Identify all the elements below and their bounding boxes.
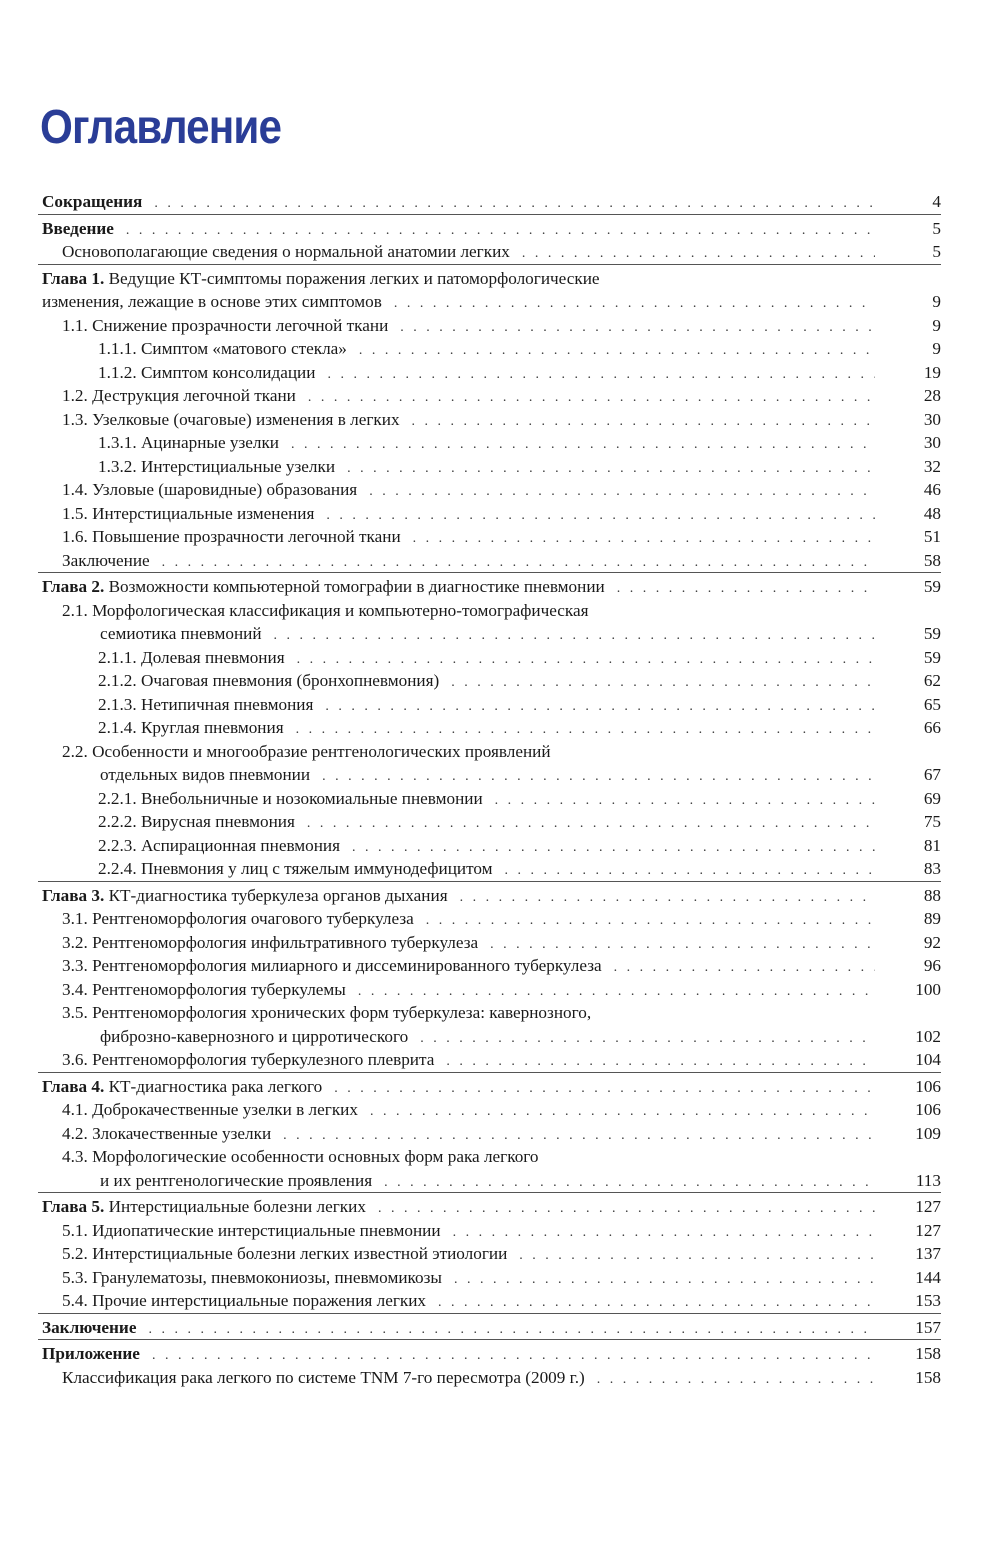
toc-entry[interactable] xyxy=(38,646,941,670)
toc-entry[interactable] xyxy=(38,1289,941,1313)
toc-entry-title: 1.3. Узелковые (очаговые) изменения в легких xyxy=(62,409,400,429)
leader-dots xyxy=(378,1197,875,1221)
toc-entry-title: Введение xyxy=(42,218,114,238)
leader-dots xyxy=(152,1344,875,1368)
leader-dots xyxy=(154,192,875,216)
toc-entry-title: 1.1.1. Симптом «матового стекла» xyxy=(98,339,347,358)
chapter-label: Глава 5. xyxy=(42,1197,105,1216)
chapter-title: КТ-диагностика туберкулеза органов дыхания xyxy=(108,885,448,905)
section-title-line2: и их рентгенологические проявления xyxy=(100,1170,373,1190)
toc-entry-page: 28 xyxy=(923,386,941,405)
toc-entry-page: 65 xyxy=(923,694,941,714)
leader-dots xyxy=(307,812,875,836)
toc-entry[interactable] xyxy=(38,834,941,858)
toc-entry-title: 5.1. Идиопатические интерстициальные пневмонии xyxy=(62,1220,441,1240)
toc-entry-title: 2.2.3. Аспирационная пневмония xyxy=(98,835,341,855)
leader-dots xyxy=(358,980,875,1004)
toc-entry[interactable] xyxy=(38,502,941,526)
toc-entry[interactable] xyxy=(38,907,941,931)
table-of-contents xyxy=(0,188,1000,1389)
chapter-title-line2: изменения, лежащие в основе этих симптомов xyxy=(42,292,382,311)
toc-entry-page: 144 xyxy=(915,1267,941,1287)
toc-entry-title: 5.2. Интерстициальные болезни легких известной этиологии xyxy=(62,1244,508,1263)
toc-entry-page: 157 xyxy=(915,1317,941,1337)
toc-block-conclusion xyxy=(38,1313,941,1340)
section-heading-line[interactable] xyxy=(38,1001,941,1025)
toc-entry-page: 88 xyxy=(923,885,941,905)
toc-entry[interactable] xyxy=(38,575,941,599)
section-title-line1: 2.2. Особенности и многообразие рентгенологических проявлений xyxy=(62,741,551,761)
toc-entry-title: 1.3.2. Интерстициальные узелки xyxy=(98,456,336,476)
toc-entry[interactable] xyxy=(38,314,941,338)
leader-dots xyxy=(384,1171,875,1195)
toc-entry-page: 100 xyxy=(915,979,941,999)
leader-dots xyxy=(495,789,875,813)
toc-entry-page: 58 xyxy=(923,550,941,570)
leader-dots xyxy=(274,624,875,648)
toc-entry-title: 3.6. Рентгеноморфология туберкулезного плеврита xyxy=(62,1050,435,1069)
toc-entry-title: Сокращения xyxy=(42,192,143,211)
section-title-line2: фиброзно-кавернозного и цирротического xyxy=(100,1026,409,1046)
toc-entry-page: 109 xyxy=(915,1123,941,1143)
leader-dots xyxy=(451,671,875,695)
toc-entry-title: 2.1.1. Долевая пневмония xyxy=(98,647,285,667)
section-heading-line[interactable] xyxy=(38,1145,941,1169)
toc-entry[interactable] xyxy=(38,884,941,908)
leader-dots xyxy=(148,1318,875,1342)
toc-entry-page: 4 xyxy=(932,192,941,211)
toc-entry-page: 30 xyxy=(923,433,941,452)
toc-entry-title: 2.1.4. Круглая пневмония xyxy=(98,718,284,737)
chapter-label: Глава 1. xyxy=(42,268,105,288)
toc-entry[interactable] xyxy=(38,787,941,811)
toc-entry-title: 1.4. Узловые (шаровидные) образования xyxy=(62,480,358,499)
leader-dots xyxy=(460,886,875,910)
toc-block-chapter-1 xyxy=(38,264,941,573)
toc-block-chapter-2 xyxy=(38,572,941,881)
leader-dots xyxy=(126,219,875,243)
leader-dots xyxy=(283,1124,875,1148)
toc-entry-page: 9 xyxy=(932,315,941,335)
section-title-line2: отдельных видов пневмонии xyxy=(100,765,311,784)
section-title-line2: семиотика пневмоний xyxy=(100,624,262,643)
toc-entry-page: 158 xyxy=(915,1344,941,1363)
section-heading-line[interactable] xyxy=(38,599,941,623)
toc-entry-title: 5.4. Прочие интерстициальные поражения легких xyxy=(62,1291,427,1310)
toc-entry-title: 2.1.2. Очаговая пневмония (бронхопневмония) xyxy=(98,671,440,690)
toc-entry-page: 51 xyxy=(923,527,941,546)
toc-entry-title: 1.6. Повышение прозрачности легочной ткани xyxy=(62,527,401,546)
toc-entry-page: 127 xyxy=(915,1197,941,1216)
toc-entry-page: 75 xyxy=(923,812,941,831)
leader-dots xyxy=(308,386,875,410)
toc-entry[interactable] xyxy=(38,525,941,549)
toc-entry-page: 158 xyxy=(915,1367,941,1387)
toc-entry-page: 102 xyxy=(915,1026,941,1046)
toc-entry-title: 3.4. Рентгеноморфология туберкулемы xyxy=(62,979,346,999)
toc-entry-title: 2.1.3. Нетипичная пневмония xyxy=(98,694,314,714)
toc-entry-page: 69 xyxy=(923,788,941,808)
leader-dots xyxy=(438,1291,875,1315)
toc-entry[interactable] xyxy=(38,384,941,408)
toc-entry[interactable] xyxy=(38,1366,941,1390)
toc-entry[interactable] xyxy=(38,217,941,241)
leader-dots xyxy=(322,765,875,789)
toc-block-chapter-5 xyxy=(38,1192,941,1313)
section-title-line1: 3.5. Рентгеноморфология хронических форм туберкулеза: кавернозного, xyxy=(62,1003,592,1022)
toc-entry[interactable] xyxy=(38,190,941,214)
leader-dots xyxy=(359,339,875,363)
toc-entry-title: 3.3. Рентгеноморфология милиарного и диссеминированного туберкулеза xyxy=(62,956,602,975)
section-heading-line[interactable] xyxy=(38,740,941,764)
leader-dots xyxy=(505,859,875,883)
toc-entry[interactable] xyxy=(38,978,941,1002)
chapter-heading-line[interactable] xyxy=(38,267,941,291)
toc-entry-page: 81 xyxy=(923,835,941,855)
toc-entry[interactable] xyxy=(38,857,941,881)
toc-entry-page: 96 xyxy=(923,956,941,975)
leader-dots xyxy=(334,1077,875,1101)
toc-entry-page: 104 xyxy=(915,1050,941,1069)
toc-entry-title: 2.2.2. Вирусная пневмония xyxy=(98,812,295,831)
toc-entry-title: Заключение xyxy=(62,550,150,570)
toc-entry-title: 4.2. Злокачественные узелки xyxy=(62,1123,272,1143)
leader-dots xyxy=(420,1027,875,1051)
leader-dots xyxy=(453,1221,875,1245)
toc-entry-page: 5 xyxy=(932,218,941,238)
toc-entry-page: 59 xyxy=(923,624,941,643)
section-title-line1: 4.3. Морфологические особенности основных форм рака легкого xyxy=(62,1147,539,1166)
toc-entry[interactable] xyxy=(38,1122,941,1146)
toc-entry-page: 83 xyxy=(923,859,941,878)
page-title: Оглавление xyxy=(40,101,282,154)
toc-entry[interactable] xyxy=(38,1048,941,1072)
leader-dots xyxy=(297,648,875,672)
leader-dots xyxy=(326,504,875,528)
leader-dots xyxy=(370,1100,875,1124)
toc-entry-title: Основополагающие сведения о нормальной анатомии легких xyxy=(62,242,510,261)
toc-entry[interactable] xyxy=(38,1242,941,1266)
chapter-title: Интерстициальные болезни легких xyxy=(108,1197,366,1216)
toc-entry-page: 5 xyxy=(932,242,941,261)
leader-dots xyxy=(291,433,875,457)
leader-dots xyxy=(369,480,875,504)
leader-dots xyxy=(413,527,875,551)
toc-entry[interactable] xyxy=(38,954,941,978)
chapter-label: Глава 3. xyxy=(42,885,105,905)
toc-entry[interactable] xyxy=(38,931,941,955)
leader-dots xyxy=(490,933,875,957)
toc-entry-title: 3.2. Рентгеноморфология инфильтративного туберкулеза xyxy=(62,932,479,952)
toc-block-abbreviations xyxy=(38,188,941,214)
leader-dots xyxy=(325,695,875,719)
leader-dots xyxy=(597,1368,875,1392)
chapter-title-line1: Ведущие КТ-симптомы поражения легких и патоморфологические xyxy=(108,268,600,288)
toc-entry-title: 5.3. Гранулематозы, пневмокониозы, пневмомикозы xyxy=(62,1267,442,1287)
toc-entry-title: Заключение xyxy=(42,1317,137,1337)
toc-entry-page: 127 xyxy=(915,1220,941,1240)
leader-dots xyxy=(162,551,875,575)
toc-entry[interactable] xyxy=(38,1195,941,1219)
leader-dots xyxy=(454,1268,875,1292)
toc-entry-page: 106 xyxy=(915,1100,941,1119)
leader-dots xyxy=(327,363,875,387)
toc-block-introduction xyxy=(38,214,941,264)
toc-entry[interactable] xyxy=(38,1169,941,1193)
toc-entry[interactable] xyxy=(38,1316,941,1340)
toc-entry-title: Приложение xyxy=(42,1344,140,1363)
toc-entry-page: 9 xyxy=(932,339,941,358)
toc-entry[interactable] xyxy=(38,669,941,693)
toc-entry[interactable] xyxy=(38,1342,941,1366)
toc-entry-page: 89 xyxy=(923,909,941,928)
toc-entry-page: 19 xyxy=(923,362,941,382)
toc-entry[interactable] xyxy=(38,337,941,361)
toc-entry-title: 1.1.2. Симптом консолидации xyxy=(98,362,316,382)
toc-entry-title: Классификация рака легкого по системе TNM 7-го пересмотра (2009 г.) xyxy=(62,1367,585,1387)
toc-entry[interactable] xyxy=(38,622,941,646)
toc-entry-title: 1.3.1. Ацинарные узелки xyxy=(98,433,280,452)
toc-entry-title: 1.1. Снижение прозрачности легочной ткани xyxy=(62,315,389,335)
chapter-title: Возможности компьютерной томографии в диагностике пневмонии xyxy=(108,577,605,596)
toc-entry-title: 4.1. Доброкачественные узелки в легких xyxy=(62,1100,358,1119)
toc-entry-page: 46 xyxy=(923,480,941,499)
toc-entry-page: 48 xyxy=(923,503,941,523)
chapter-label: Глава 2. xyxy=(42,577,105,596)
toc-entry-page: 59 xyxy=(923,577,941,596)
toc-entry[interactable] xyxy=(38,1075,941,1099)
toc-block-chapter-4 xyxy=(38,1072,941,1193)
leader-dots xyxy=(519,1244,875,1268)
chapter-label: Глава 4. xyxy=(42,1076,105,1096)
toc-entry[interactable] xyxy=(38,1025,941,1049)
toc-entry[interactable] xyxy=(38,810,941,834)
toc-entry[interactable] xyxy=(38,361,941,385)
toc-entry[interactable] xyxy=(38,478,941,502)
leader-dots xyxy=(617,577,875,601)
section-title-line1: 2.1. Морфологическая классификация и компьютерно-томографическая xyxy=(62,600,589,620)
toc-entry[interactable] xyxy=(38,1266,941,1290)
toc-entry-page: 62 xyxy=(923,671,941,690)
toc-entry-page: 59 xyxy=(923,647,941,667)
leader-dots xyxy=(352,836,875,860)
leader-dots xyxy=(426,909,875,933)
toc-entry[interactable] xyxy=(38,1098,941,1122)
leader-dots xyxy=(400,316,875,340)
toc-entry[interactable] xyxy=(38,240,941,264)
leader-dots xyxy=(446,1050,875,1074)
toc-entry-page: 106 xyxy=(915,1076,941,1096)
leader-dots xyxy=(394,292,875,316)
toc-entry-page: 137 xyxy=(915,1244,941,1263)
toc-entry-title: 2.2.1. Внебольничные и нозокомиальные пневмонии xyxy=(98,788,483,808)
leader-dots xyxy=(296,718,875,742)
toc-entry[interactable] xyxy=(38,763,941,787)
toc-block-appendix xyxy=(38,1339,941,1389)
toc-block-chapter-3 xyxy=(38,881,941,1072)
toc-entry[interactable] xyxy=(38,431,941,455)
toc-entry-title: 1.2. Деструкция легочной ткани xyxy=(62,386,296,405)
toc-entry[interactable] xyxy=(38,455,941,479)
toc-entry-page: 92 xyxy=(923,932,941,952)
toc-entry[interactable] xyxy=(38,716,941,740)
toc-entry-page: 66 xyxy=(923,718,941,737)
toc-entry[interactable] xyxy=(38,290,941,314)
toc-entry[interactable] xyxy=(38,408,941,432)
toc-entry[interactable] xyxy=(38,1219,941,1243)
leader-dots xyxy=(347,457,875,481)
toc-entry-page: 30 xyxy=(923,409,941,429)
toc-entry[interactable] xyxy=(38,549,941,573)
toc-entry-page: 113 xyxy=(915,1170,941,1190)
toc-entry-title: 3.1. Рентгеноморфология очагового туберкулеза xyxy=(62,909,414,928)
leader-dots xyxy=(412,410,875,434)
toc-entry-title: 1.5. Интерстициальные изменения xyxy=(62,503,315,523)
toc-entry[interactable] xyxy=(38,693,941,717)
toc-entry-page: 67 xyxy=(923,765,941,784)
leader-dots xyxy=(614,956,875,980)
leader-dots xyxy=(522,242,875,266)
toc-entry-page: 9 xyxy=(932,292,941,311)
chapter-title: КТ-диагностика рака легкого xyxy=(108,1076,323,1096)
toc-entry-page: 32 xyxy=(923,456,941,476)
toc-entry-page: 153 xyxy=(915,1291,941,1310)
toc-entry-title: 2.2.4. Пневмония у лиц с тяжелым иммунодефицитом xyxy=(98,859,493,878)
